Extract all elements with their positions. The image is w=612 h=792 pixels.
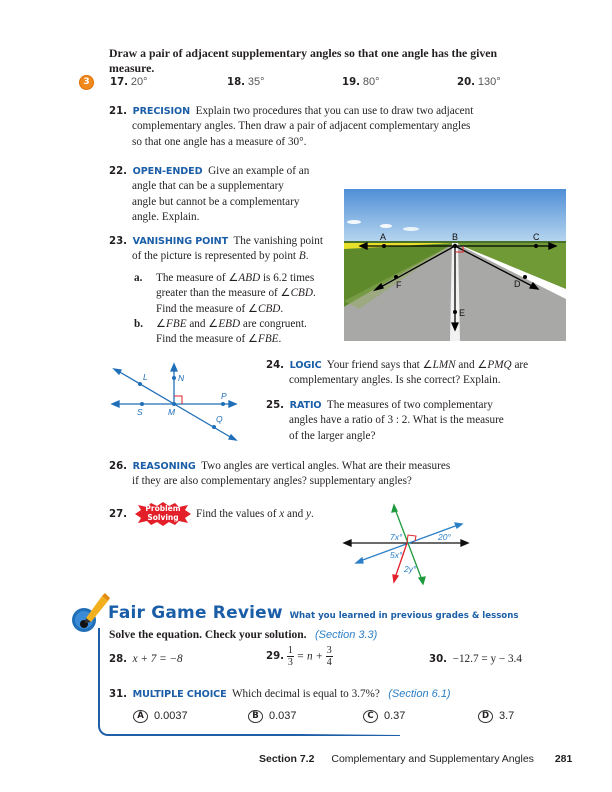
svg-text:Q: Q [216, 414, 223, 424]
footer-title: Complementary and Supplementary Angles [331, 753, 534, 765]
point-label-e: E [459, 308, 466, 318]
choice-a[interactable]: A 0.0037 [133, 710, 188, 723]
exercise-30: 30. −12.7 = y − 3.4 [429, 653, 522, 665]
review-instruction: Solve the equation. Check your solution. (Section 3.3) [109, 629, 378, 641]
svg-text:P: P [221, 391, 227, 401]
choice-b[interactable]: B 0.037 [248, 710, 297, 723]
road-photo [344, 189, 566, 341]
exercise-28: 28. x + 7 = −8 [109, 653, 183, 665]
problem-solving-badge: Problem Solving [133, 502, 193, 526]
fair-game-title: Fair Game Review [108, 603, 283, 623]
exercise-22: 22. OPEN-ENDED Give an example of an angle that can be a supplementary angle but cannot be a complementary angle. Explain. [109, 165, 310, 224]
choice-c-bubble[interactable]: C [363, 710, 378, 723]
fair-game-header [108, 603, 518, 623]
keyword-ratio: RATIO [289, 400, 322, 411]
instructions-line: measure. [109, 61, 155, 75]
exercise-31: 31. MULTIPLE CHOICE Which decimal is equal to 3.7%? (Section 6.1) [109, 688, 451, 700]
exercise-27-text: Find the values of x and y. [196, 508, 314, 520]
point-label-d: D [514, 279, 521, 289]
svg-text:S: S [137, 407, 143, 417]
keyword-precision: PRECISION [132, 106, 191, 117]
angle-figure-lmn [108, 362, 240, 442]
page-footer [259, 753, 572, 765]
svg-text:20°: 20° [438, 532, 451, 542]
exercise-23: 23. VANISHING POINT The vanishing point of the picture is represented by point B. a. The measure of ∠ABD is 6.2 times greater than the measure of ∠CBD. Find the measure of ∠CBD. b. ∠FBE and ∠EBD are congruent. Find the measure of ∠FBE. [109, 234, 349, 348]
help-badge[interactable]: 3 [79, 75, 94, 90]
exercise-24: 24. LOGIC Your friend says that ∠LMN and ∠PMQ are complementary angles. Is she correct? Explain. [266, 359, 529, 387]
keyword-reasoning: REASONING [132, 461, 196, 472]
keyword-vanishing-point: VANISHING POINT [132, 236, 229, 247]
exercise-20: 20. 130° [457, 76, 501, 88]
keyword-multiple-choice: MULTIPLE CHOICE [132, 689, 227, 700]
angle-figure-xy [340, 503, 480, 585]
instructions-line: Draw a pair of adjacent supplementary angles so that one angle has the given [109, 46, 498, 60]
choice-d-bubble[interactable]: D [478, 710, 493, 723]
point-label-b: B [452, 232, 459, 242]
choice-c[interactable]: C 0.37 [363, 710, 405, 723]
svg-text:5x°: 5x° [390, 550, 403, 560]
point-label-f: F [396, 280, 402, 290]
svg-text:M: M [168, 407, 176, 417]
choice-d[interactable]: D 3.7 [478, 710, 514, 723]
exercise-17: 17. 20° [110, 76, 148, 88]
exercise-26: 26. REASONING Two angles are vertical angles. What are their measures if they are also complementary angles? supplementary angles? [109, 460, 451, 488]
exercise-27: 27. [109, 509, 128, 520]
instructions [109, 46, 529, 76]
point-label-c: C [533, 232, 540, 242]
exercise-23b: b. ∠FBE and ∠EBD are congruent. Find the measure of ∠FBE. [134, 318, 307, 346]
choice-a-bubble[interactable]: A [133, 710, 148, 723]
point-label-a: A [380, 232, 387, 242]
keyword-logic: LOGIC [289, 360, 322, 371]
svg-text:7x°: 7x° [390, 532, 403, 542]
choice-b-bubble[interactable]: B [248, 710, 263, 723]
keyword-open-ended: OPEN-ENDED [132, 166, 203, 177]
page-number: 281 [554, 753, 573, 765]
svg-text:2y°: 2y° [404, 564, 417, 574]
exercise-25: 25. RATIO The measures of two complementary angles have a ratio of 3 : 2. What is the measure of the larger angle? [266, 399, 504, 442]
exercise-18: 18. 35° [227, 76, 265, 88]
fair-game-subtitle: What you learned in previous grades & lessons [289, 611, 519, 621]
exercise-21: 21. PRECISION Explain two procedures that you can use to draw two adjacent complementary angles. Then draw a pair of adjacent complementary angles so that one angle has a measure of 30°. [109, 105, 474, 148]
footer-section: Section 7.2 [259, 753, 315, 765]
exercise-19: 19. 80° [342, 76, 380, 88]
svg-text:L: L [143, 372, 148, 382]
exercise-29: 29. $\frac{1}{3}$ = n + $\frac{3}{4}$ [266, 645, 332, 668]
exercise-23a: a. The measure of ∠ABD is 6.2 times greater than the measure of ∠CBD. Find the measure of ∠CBD. [134, 271, 316, 315]
svg-text:N: N [178, 373, 185, 383]
